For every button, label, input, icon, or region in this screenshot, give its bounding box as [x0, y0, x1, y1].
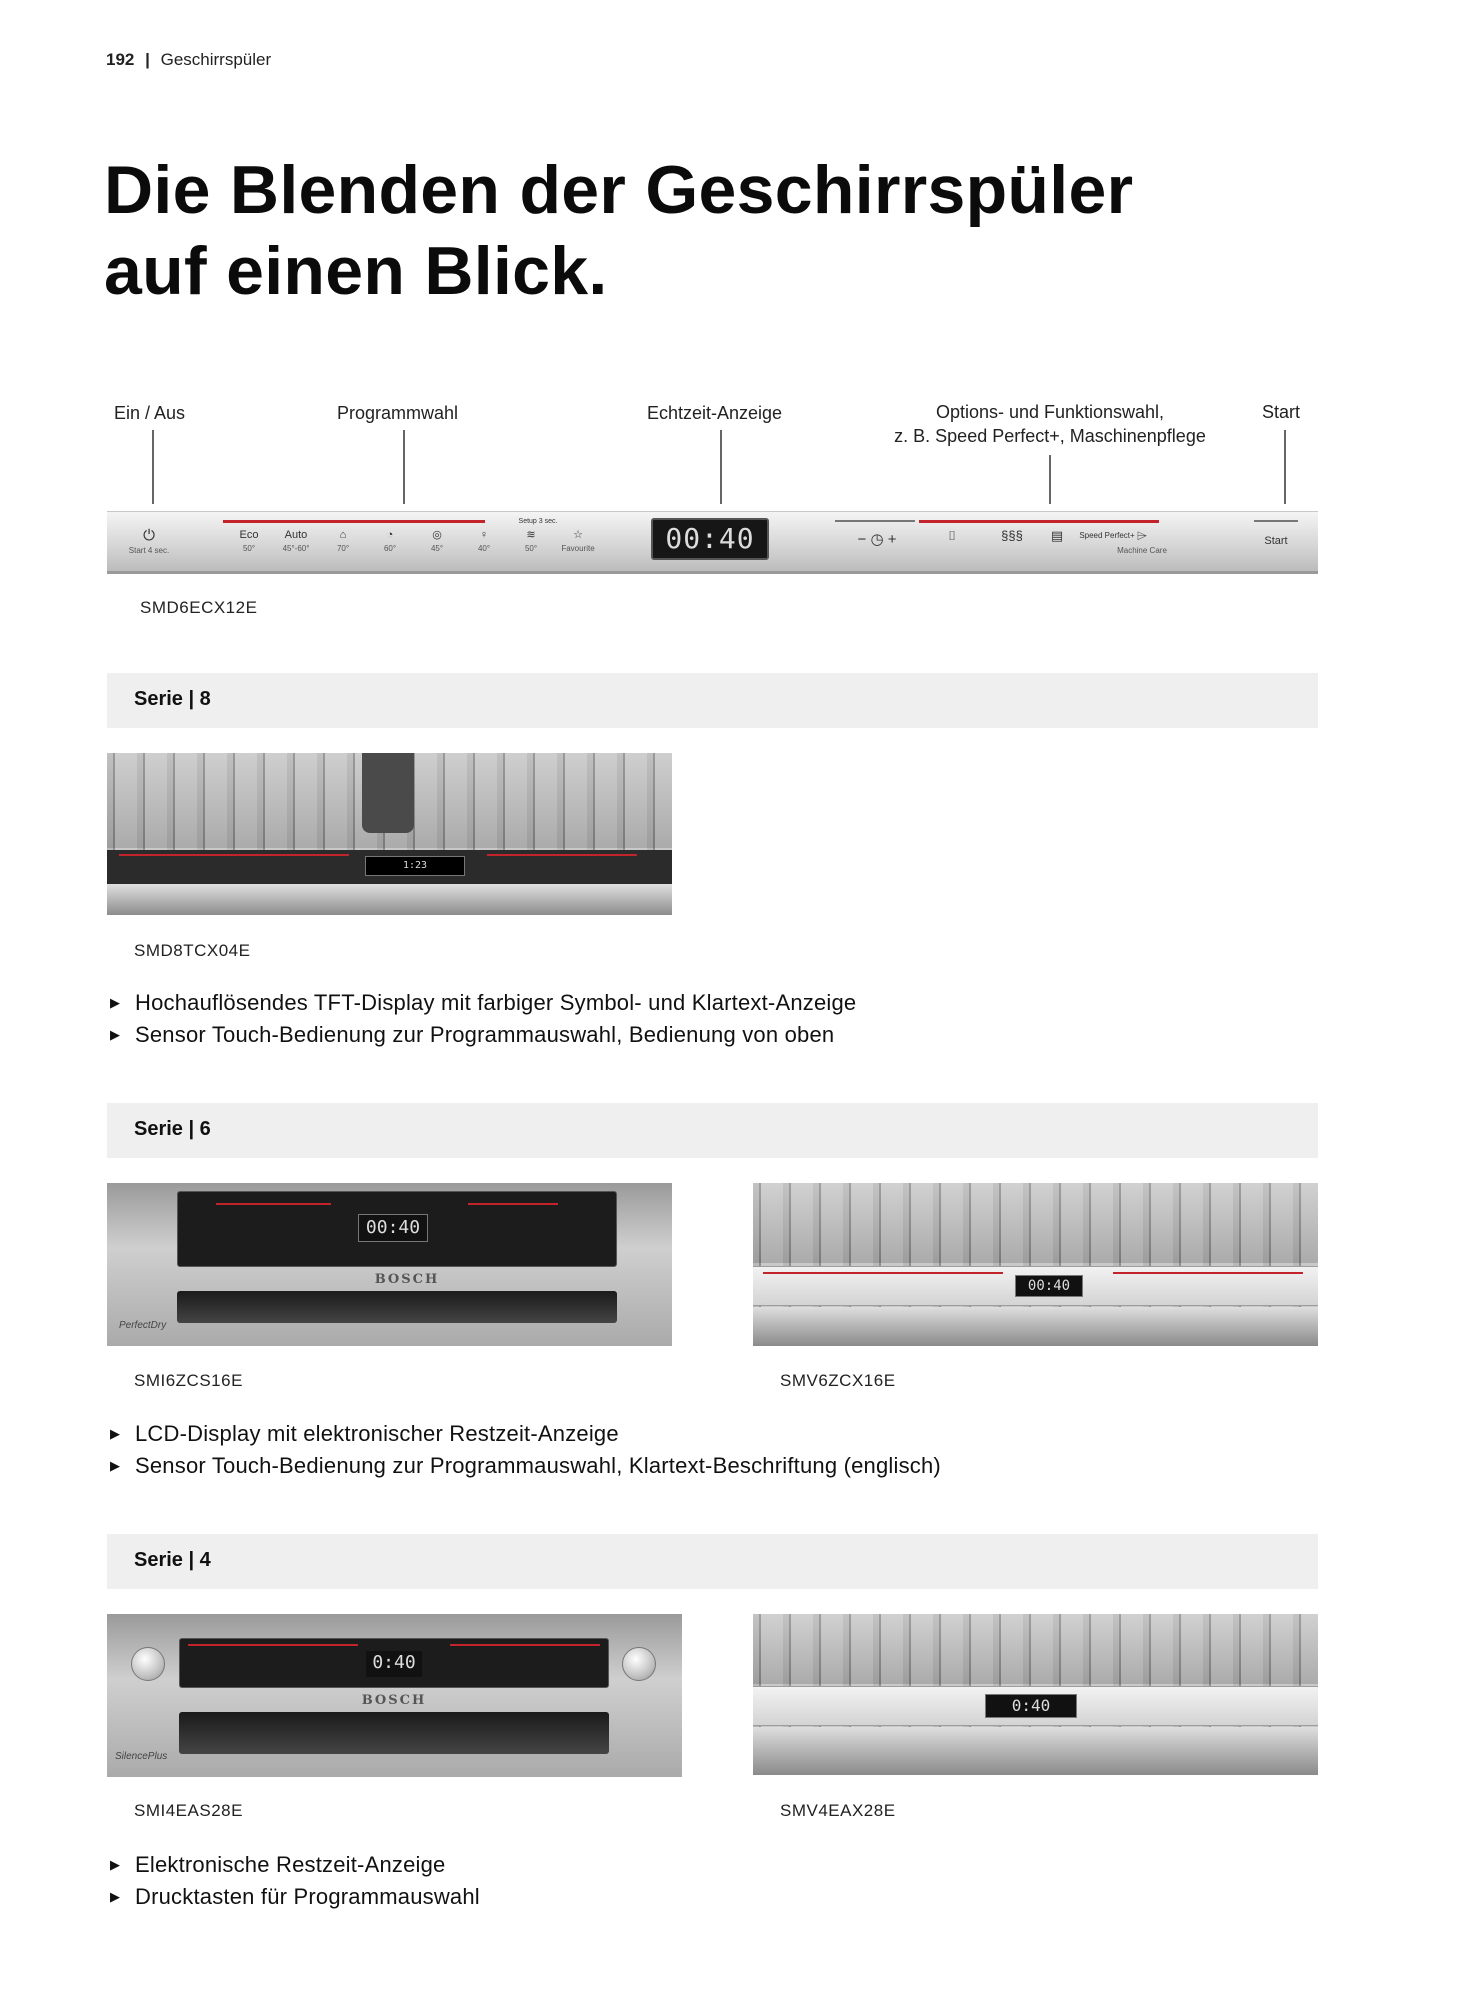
option-button[interactable]: [987, 529, 1037, 544]
callout-line-options: [1049, 455, 1051, 504]
model-smd8tcx04e: SMD8TCX04E: [134, 941, 251, 960]
panel-red-accent-right: [468, 1203, 558, 1205]
program-name: ⌂: [339, 529, 347, 541]
badge-perfectdry: PerfectDry: [119, 1320, 167, 1331]
model-smi4eas28e: SMI4EAS28E: [134, 1801, 243, 1820]
callout-options-line-1: Options- und Funktionswahl,: [935, 402, 1165, 422]
header-separator: |: [145, 50, 150, 69]
callout-line-start: [1284, 430, 1286, 504]
program-button[interactable]: [227, 529, 271, 555]
photo-smi6zcs16e: [107, 1183, 672, 1346]
option-name: ⌲: [1136, 528, 1148, 543]
model-smv6zcx16e: SMV6ZCX16E: [780, 1371, 896, 1390]
photo-smv4eax28e: [753, 1614, 1318, 1775]
program-name: ♀: [479, 529, 489, 541]
program-temp: Favourite: [561, 544, 595, 553]
panel-red-accent-right: [487, 854, 637, 856]
door-trim: [753, 1727, 1318, 1775]
options-accent-line: [919, 520, 1159, 523]
callout-line-power: [152, 430, 154, 504]
timer-divider: [835, 520, 915, 522]
feature-item: ▶ Drucktasten für Programmauswahl: [108, 1881, 480, 1913]
realtime-display: 00:40: [651, 518, 769, 560]
black-panel: [177, 1191, 617, 1267]
series-6-features: [108, 1418, 941, 1482]
model-overview: SMD6ECX12E: [140, 598, 258, 617]
control-panel-overview: [107, 511, 1318, 574]
photo-smi4eas28e: [107, 1614, 682, 1777]
panel-red-accent-left: [188, 1644, 358, 1646]
panel-red-accent-right: [450, 1644, 600, 1646]
setup-label: Setup 3 sec.: [518, 518, 558, 525]
brand-logo: BOSCH: [361, 1693, 427, 1708]
panel-red-accent-left: [216, 1203, 331, 1205]
section-name: Geschirrspüler: [160, 50, 272, 69]
option-name: Speed Perfect+: [1079, 531, 1135, 540]
power-button[interactable]: [127, 529, 171, 557]
program-button[interactable]: [462, 529, 506, 555]
feature-item: ▶ Sensor Touch-Bedienung zur Programmauswahl, Bedienung von oben: [108, 1019, 856, 1051]
series-8-features: [108, 987, 856, 1051]
program-button[interactable]: [415, 529, 459, 555]
option-button[interactable]: [927, 529, 977, 544]
series-8-label: Serie | 8: [134, 688, 211, 710]
program-temp: 60°: [383, 544, 397, 553]
control-strip: [753, 1266, 1318, 1306]
program-temp: 45°-60°: [282, 544, 310, 553]
start-button[interactable]: Start: [1264, 535, 1288, 547]
model-smv4eax28e: SMV4EAX28E: [780, 1801, 896, 1820]
brand-logo: BOSCH: [374, 1272, 440, 1287]
black-panel: [179, 1638, 609, 1688]
callout-line-display: [720, 430, 722, 504]
power-knob[interactable]: [131, 1647, 165, 1681]
callout-display: Echtzeit-Anzeige: [647, 403, 783, 423]
program-button[interactable]: [509, 529, 553, 555]
rack-shadow: [753, 1183, 1318, 1263]
title-line-2: auf einen Blick.: [104, 233, 608, 309]
option-button[interactable]: [1032, 529, 1082, 544]
program-name: Eco: [239, 529, 259, 541]
option-name: §§§: [1001, 528, 1023, 543]
door-trim: [753, 1307, 1318, 1346]
program-name: Auto: [284, 529, 308, 541]
feature-item: ▶ Sensor Touch-Bedienung zur Programmauswahl, Klartext-Beschriftung (englisch): [108, 1450, 941, 1482]
series-4-label: Serie | 4: [134, 1549, 211, 1571]
power-label: Start 4 sec.: [128, 546, 170, 555]
series-6-label: Serie | 6: [134, 1118, 211, 1140]
program-name: ◔: [386, 529, 394, 541]
door-trim: [107, 884, 672, 915]
series-6-header: [107, 1103, 1318, 1158]
tft-display: 1:23: [365, 856, 465, 876]
panel-red-accent-right: [1113, 1272, 1303, 1274]
door-handle-recess: [177, 1291, 617, 1323]
series-4-header: [107, 1534, 1318, 1589]
title-line-1: Die Blenden der Geschirrspüler: [104, 152, 1134, 228]
feature-item: ▶ LCD-Display mit elektronischer Restzeit-Anzeige: [108, 1418, 941, 1450]
feature-item: ▶ Hochauflösendes TFT-Display mit farbiger Symbol- und Klartext-Anzeige: [108, 987, 856, 1019]
tft-control-strip: [107, 850, 672, 884]
lcd-display: 00:40: [358, 1214, 428, 1242]
program-temp: 40°: [477, 544, 491, 553]
callout-line-program: [403, 430, 405, 504]
program-temp: 50°: [524, 544, 538, 553]
program-name: ◎: [432, 529, 442, 541]
panel-red-accent-left: [763, 1272, 1003, 1274]
power-icon: ⏻: [143, 527, 155, 544]
program-accent-line: [223, 520, 485, 523]
callout-power: Ein / Aus: [114, 403, 186, 423]
photo-smv6zcx16e: [753, 1183, 1318, 1346]
program-temp: 50°: [242, 544, 256, 553]
panel-red-accent-left: [119, 854, 349, 856]
page-title: [104, 150, 1304, 312]
program-button[interactable]: [274, 529, 318, 555]
option-name: ⌷: [948, 528, 956, 543]
program-button[interactable]: [556, 529, 600, 555]
lcd-display: 0:40: [366, 1651, 422, 1677]
program-name: ≋: [526, 529, 536, 541]
timer-control[interactable]: − ◷ +: [857, 531, 897, 548]
start-divider: [1254, 520, 1298, 522]
feature-item: ▶ Elektronische Restzeit-Anzeige: [108, 1849, 480, 1881]
photo-smd8tcx04e: [107, 753, 672, 915]
page-header: [106, 50, 271, 70]
series-4-features: [108, 1849, 480, 1913]
door-handle-recess: [179, 1712, 609, 1754]
callout-program: Programmwahl: [337, 403, 459, 423]
spray-arm: [362, 753, 414, 833]
lcd-display: 0:40: [985, 1694, 1077, 1718]
callout-options: [880, 400, 1220, 448]
program-temp: 45°: [430, 544, 444, 553]
program-temp: 70°: [336, 544, 350, 553]
lcd-display: 00:40: [1015, 1275, 1083, 1297]
option-name: ▤: [1050, 528, 1064, 543]
program-button[interactable]: [368, 529, 412, 555]
program-button[interactable]: [321, 529, 365, 555]
option-sub: Machine Care: [1117, 546, 1167, 555]
page-number: 192: [106, 50, 135, 69]
start-knob[interactable]: [622, 1647, 656, 1681]
program-name: ☆: [573, 529, 583, 541]
option-button[interactable]: [1117, 529, 1167, 557]
callout-start: Start: [1262, 402, 1301, 422]
rack-shadow: [753, 1614, 1318, 1684]
control-strip: [753, 1686, 1318, 1726]
callout-options-line-2: z. B. Speed Perfect+, Maschinenpflege: [894, 426, 1206, 446]
series-8-header: [107, 673, 1318, 728]
badge-silenceplus: SilencePlus: [115, 1751, 168, 1762]
model-smi6zcs16e: SMI6ZCS16E: [134, 1371, 243, 1390]
